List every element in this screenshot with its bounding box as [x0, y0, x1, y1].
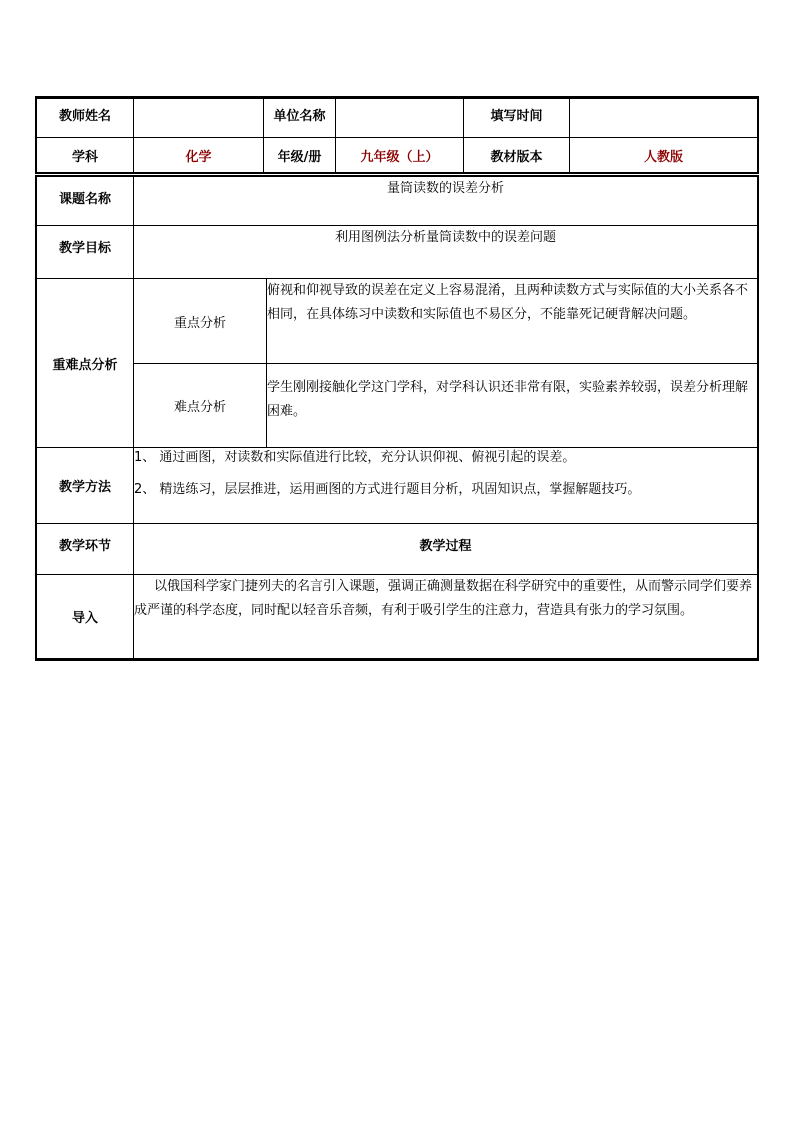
intro-text: 以俄国科学家门捷列夫的名言引入课题，强调正确测量数据在科学研究中的重要性，从而警示同学们要养成严谨的科学态度，同时配以轻音乐音频，有利于吸引学生的注意力，营造具有张力的学习氛围。 [134, 579, 753, 618]
intro-label: 导入 [37, 575, 134, 659]
edition-value: 人教版 [570, 138, 758, 173]
fill-date-field[interactable] [570, 99, 758, 138]
grade-value: 九年级（上） [336, 138, 464, 173]
process-title: 教学过程 [134, 524, 758, 575]
difficult-point-label: 难点分析 [134, 364, 267, 448]
intro-row [37, 575, 758, 659]
method-label: 教学方法 [37, 448, 134, 524]
key-point-text: 俯视和仰视导致的误差在定义上容易混淆，且两种读数方式与实际值的大小关系各不相同，在具体练习中读数和实际值也不易区分，不能靠死记硬背解决问题。 [267, 279, 758, 364]
difficult-point-row [37, 364, 758, 448]
method-row [37, 448, 758, 524]
key-point-row [37, 279, 758, 364]
topic-value: 量筒读数的误差分析 [134, 177, 758, 226]
objective-value: 利用图例法分析量筒读数中的误差问题 [134, 226, 758, 279]
unit-name-label: 单位名称 [264, 99, 336, 138]
method-item-1: 1、 通过画图，对读数和实际值进行比较，充分认识仰视、俯视引起的误差。 [134, 450, 576, 465]
key-point-label: 重点分析 [134, 279, 267, 364]
lesson-plan-table [35, 175, 759, 661]
subject-value: 化学 [134, 138, 264, 173]
unit-name-field[interactable] [336, 99, 464, 138]
grade-label: 年级/册 [264, 138, 336, 173]
header-info-table [35, 96, 759, 174]
objective-label: 教学目标 [37, 226, 134, 279]
difficult-point-text: 学生刚刚接触化学这门学科，对学科认识还非常有限，实验素养较弱，误差分析理解困难。 [267, 364, 758, 448]
objective-row [37, 226, 758, 279]
edition-label: 教材版本 [464, 138, 570, 173]
process-stage-label: 教学环节 [37, 524, 134, 575]
method-item-2: 2、 精选练习，层层推进，运用画图的方式进行题目分析，巩固知识点，掌握解题技巧。 [134, 482, 641, 497]
topic-label: 课题名称 [37, 177, 134, 226]
teacher-name-label: 教师姓名 [37, 99, 134, 138]
subject-label: 学科 [37, 138, 134, 173]
method-list [134, 448, 758, 524]
key-difficult-label: 重难点分析 [37, 279, 134, 448]
intro-cell [134, 575, 758, 659]
fill-date-label: 填写时间 [464, 99, 570, 138]
teacher-name-field[interactable] [134, 99, 264, 138]
topic-row [37, 177, 758, 226]
process-header-row [37, 524, 758, 575]
